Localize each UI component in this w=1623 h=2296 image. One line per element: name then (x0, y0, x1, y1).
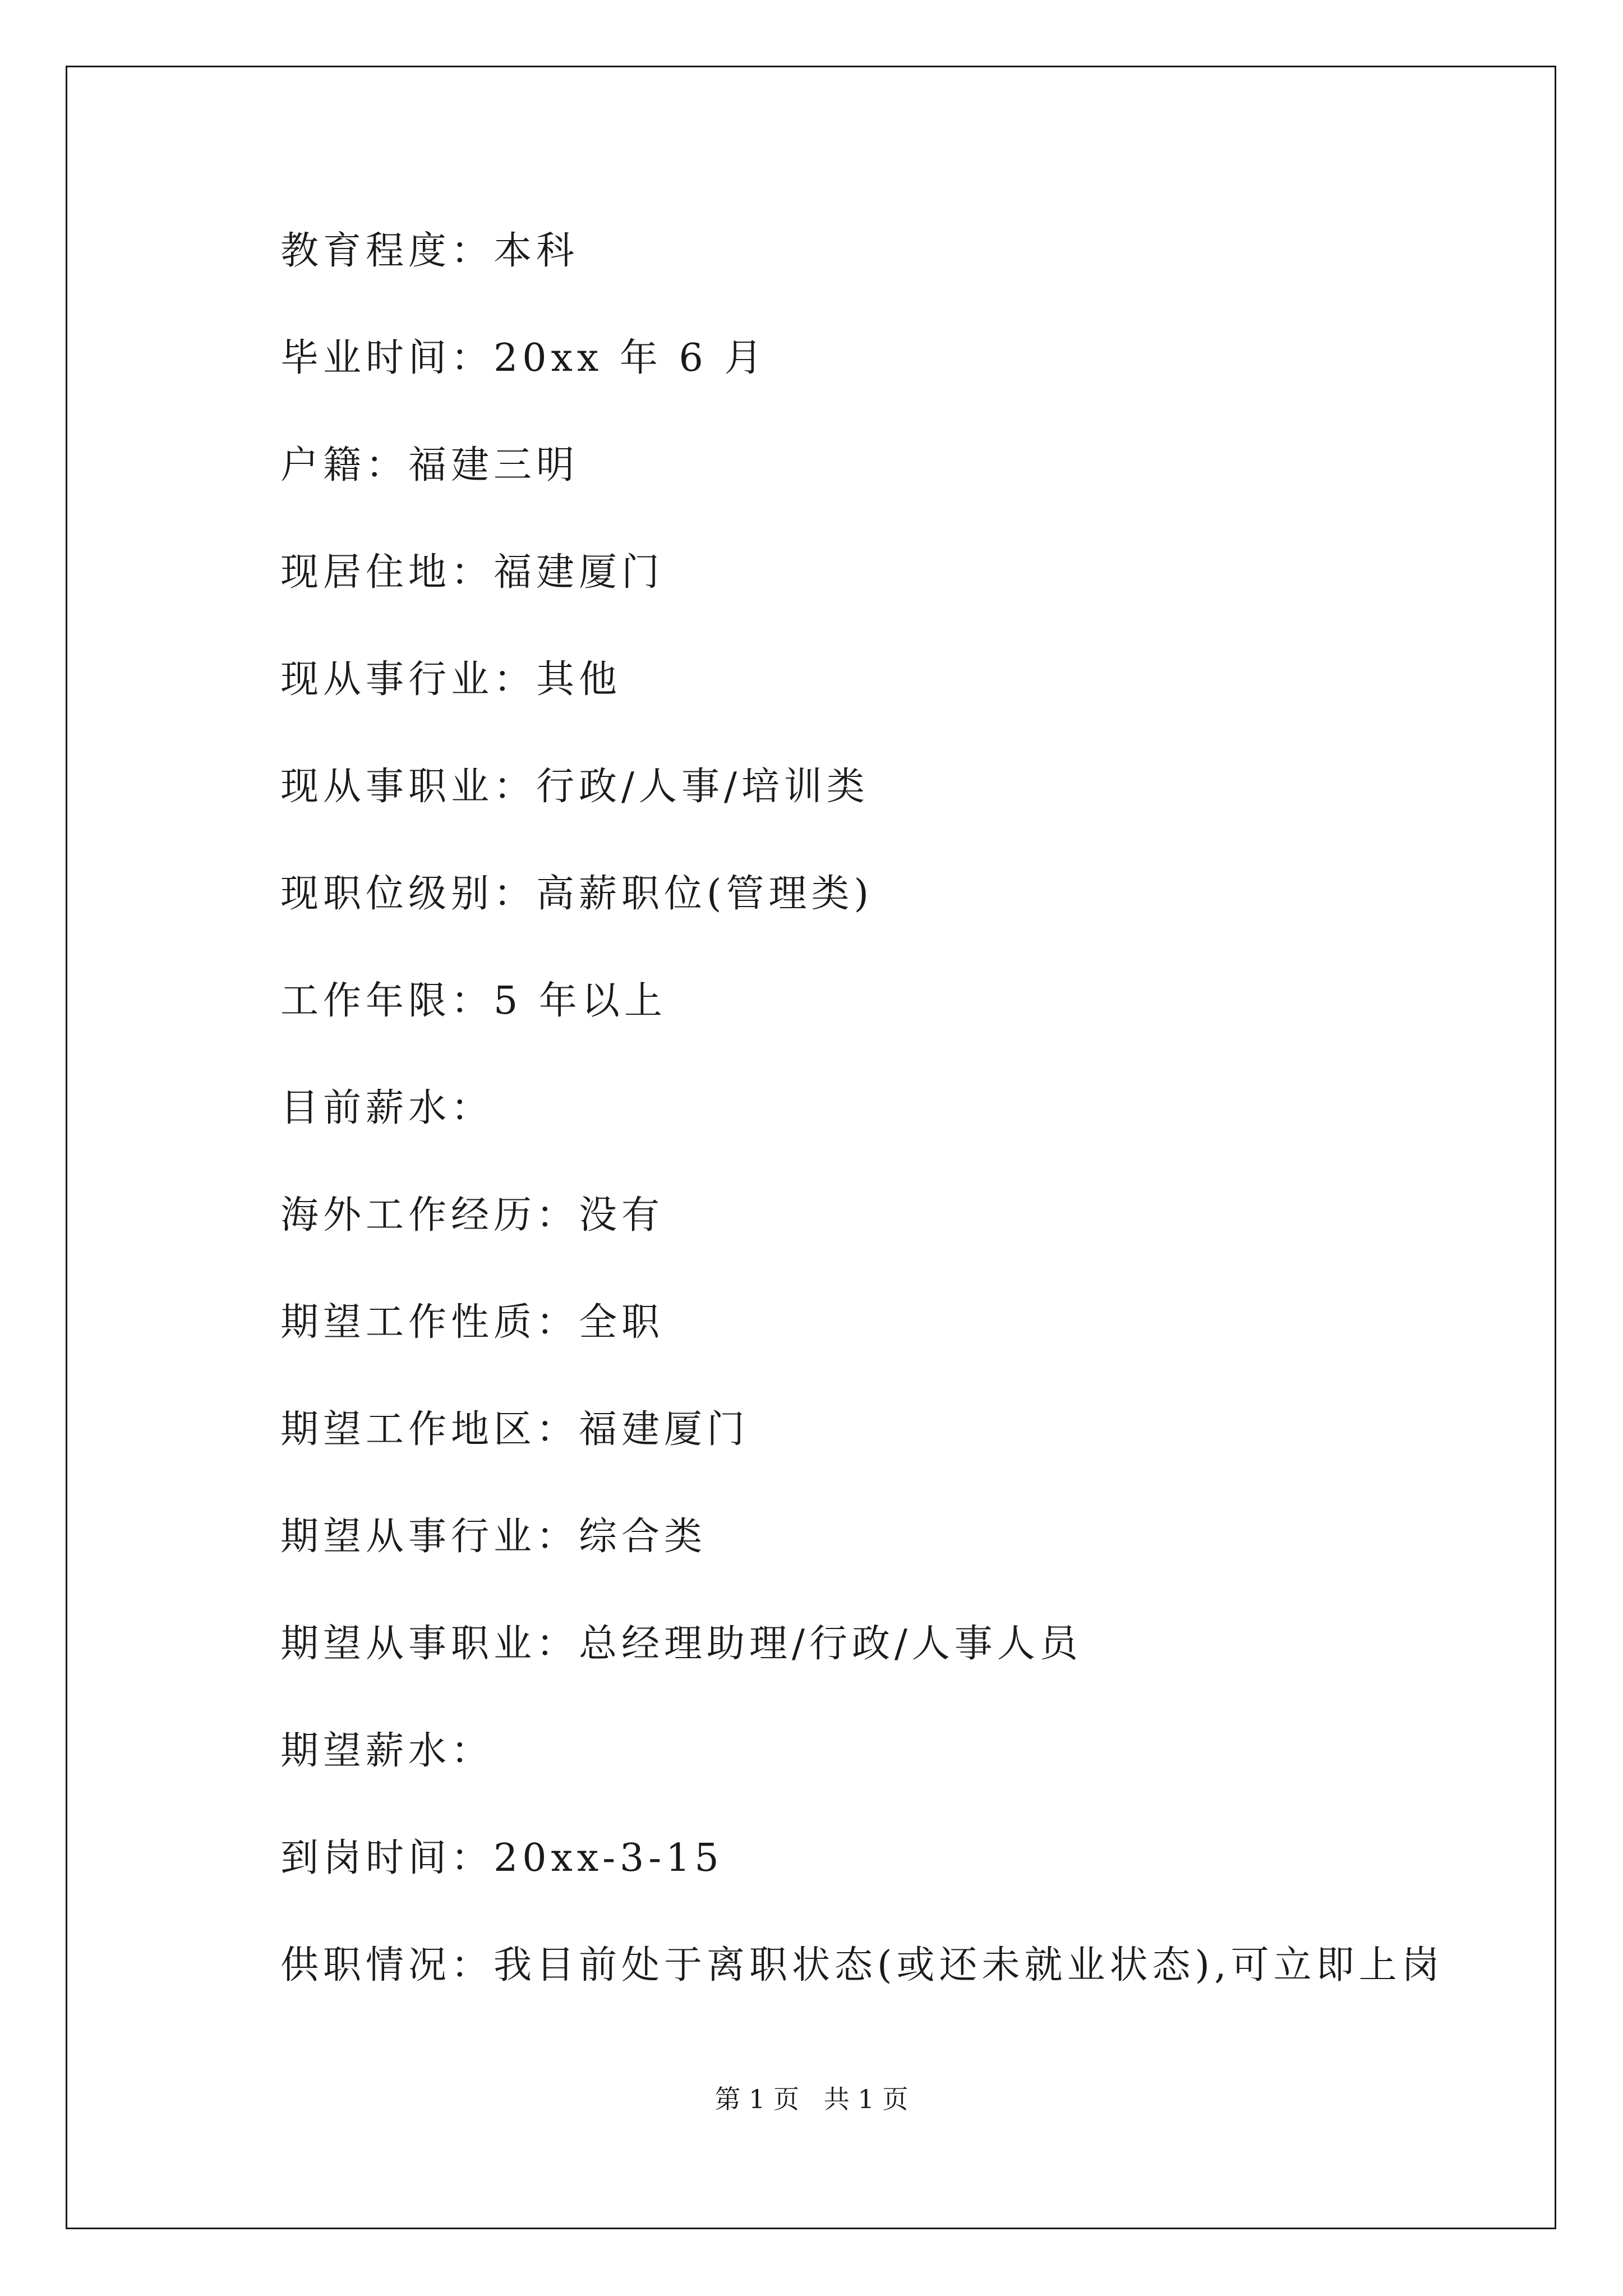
field-value: 20xx 年 6 月 (494, 336, 767, 380)
field-label: 海外工作经历 (280, 1193, 537, 1237)
field-label: 期望工作性质 (280, 1300, 537, 1345)
field-education: 教育程度：本科 (280, 229, 579, 273)
field-current-residence: 现居住地：福建厦门 (280, 550, 665, 595)
field-value: 没有 (579, 1193, 665, 1237)
field-label: 现从事职业 (280, 765, 494, 809)
field-expected-industry: 期望从事行业：综合类 (280, 1515, 707, 1559)
field-value: 全职 (579, 1300, 665, 1345)
field-value: 总经理助理/行政/人事人员 (579, 1622, 1082, 1666)
field-label: 期望从事职业 (280, 1622, 537, 1666)
field-value: 福建厦门 (579, 1407, 750, 1452)
field-value: 行政/人事/培训类 (536, 765, 869, 809)
field-start-date: 到岗时间：20xx-3-15 (280, 1836, 723, 1880)
field-label: 现从事行业 (280, 657, 494, 702)
field-value: 5 年以上 (494, 979, 667, 1023)
field-value: 其他 (536, 657, 622, 702)
field-overseas-experience: 海外工作经历：没有 (280, 1193, 665, 1237)
field-household-registration: 户籍：福建三明 (280, 443, 579, 487)
field-value: 福建厦门 (494, 550, 665, 595)
field-expected-salary: 期望薪水： (280, 1729, 494, 1773)
field-value: 综合类 (579, 1515, 707, 1559)
page-indicator: 第 1 页 共 1 页 (714, 2084, 909, 2114)
field-current-salary: 目前薪水： (280, 1086, 494, 1130)
field-expected-job-type: 期望工作性质：全职 (280, 1300, 665, 1345)
field-label: 供职情况 (280, 1943, 451, 1987)
field-label: 户籍 (280, 443, 366, 487)
field-expected-location: 期望工作地区：福建厦门 (280, 1407, 750, 1452)
field-label: 期望薪水 (280, 1729, 451, 1773)
field-current-occupation: 现从事职业：行政/人事/培训类 (280, 765, 869, 809)
field-value: 高薪职位(管理类) (536, 872, 874, 916)
field-label: 期望工作地区 (280, 1407, 537, 1452)
field-current-industry: 现从事行业：其他 (280, 657, 622, 702)
field-label: 现居住地 (280, 550, 451, 595)
field-value: 我目前处于离职状态(或还未就业状态),可立即上岗 (494, 1943, 1444, 1987)
field-value: 本科 (494, 229, 579, 273)
field-employment-status: 供职情况：我目前处于离职状态(或还未就业状态),可立即上岗 (280, 1943, 1444, 1987)
field-work-years: 工作年限：5 年以上 (280, 979, 667, 1023)
field-expected-occupation: 期望从事职业：总经理助理/行政/人事人员 (280, 1622, 1082, 1666)
field-label: 期望从事行业 (280, 1515, 537, 1559)
field-label: 工作年限 (280, 979, 451, 1023)
field-value: 20xx-3-15 (494, 1836, 723, 1880)
field-label: 毕业时间 (280, 336, 451, 380)
page-border (66, 66, 1556, 2229)
field-current-level: 现职位级别：高薪职位(管理类) (280, 872, 874, 916)
field-label: 目前薪水 (280, 1086, 451, 1130)
field-label: 到岗时间 (280, 1836, 451, 1880)
field-value: 福建三明 (408, 443, 579, 487)
field-graduation-date: 毕业时间：20xx 年 6 月 (280, 336, 767, 380)
field-label: 教育程度 (280, 229, 451, 273)
field-label: 现职位级别 (280, 872, 494, 916)
